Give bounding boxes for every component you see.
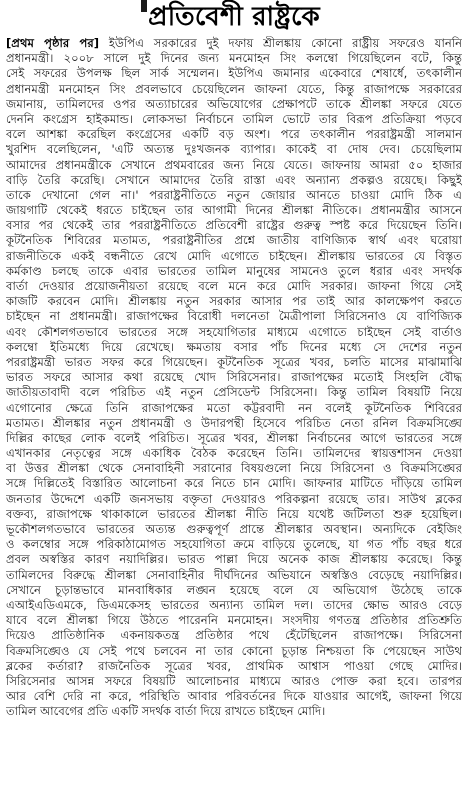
article-line: তাকে দেখানো গেল না।' পররাষ্ট্রনীতিতে নতুন জোয়ার আনতে চাওয়া মোদি ঠিক এ <box>6 187 462 202</box>
article-line: ব্লকের কর্তারা? রাজনৈতিক সূত্রের খবর, প্রাথমিক আশ্বাস পাওয়া গেছে মোদির। <box>6 658 462 673</box>
article-line: মতামত। শ্রীলঙ্কার নতুন প্রধানমন্ত্রী ও উদারপন্থী হিসেবে পরিচিত নেতা রনিল বিক্রমসিঙ্ঘে <box>6 415 462 430</box>
article-line: সঙ্গে দিল্লিতেই বিস্তারিত আলোচনা করে নিতে চান মোদি। জাফনার মাটিতে দাঁড়িয়ে তামিল <box>6 476 462 491</box>
article-line: তামিলদের বিরুদ্ধে শ্রীলঙ্কা সেনাবাহিনীর দীর্ঘদিনের অভিযানে অস্বস্তিও বেড়েছে নয়াদিল্লির। <box>6 567 462 582</box>
article-line: জনতার উদ্দেশে একটি জনসভায় বক্তৃতা দেওয়ারও পরিকল্পনা রয়েছে তার। সাউথ ব্লকের <box>6 491 462 506</box>
article-line <box>6 36 462 51</box>
article-line: বাড়ি তৈরি করেছি। সেখানে আমাদের তৈরি রাস্তা এবং অন্যান্য প্রকল্পও রয়েছে। কিছুই <box>6 172 462 187</box>
headline: প্রতিবেশী রাষ্ট্রকে <box>148 2 320 32</box>
article-line: কূটনৈতিক শিবিরের মতামত, পররাষ্ট্রনীতির প্রশ্নে জাতীয় বাণিজ্যিক স্বার্থ এবং ঘরোয়া <box>6 233 462 248</box>
article-line: এগোনোর ক্ষেত্রে তিনি রাজাপক্ষের মতো কট্টরবাদী নন বলেই কূটনৈতিক শিবিরের <box>6 400 462 415</box>
article-line: এবং কৌশলগতভাবে ভারতের সঙ্গে সহযোগিতার মাধ্যমে এগোতে চাইছেন সেই বার্তাও <box>6 324 462 339</box>
article-line: ভূকৌশলগতভাবে ভারতের অত্যন্ত গুরুত্বপূর্ণ প্রান্তে শ্রীলঙ্কার অবস্থান। অন্যদিকে বেইজিং <box>6 522 462 536</box>
article-line: প্রধানমন্ত্রী মনমোহন সিং প্রবলভাবে চেয়েছিলেন জাফনা যেতে, কিন্তু রাজাপক্ষে সরকারের <box>6 81 462 96</box>
article-line: বা উত্তর শ্রীলঙ্কা থেকে সেনাবাহিনী সরানোর বিষয়গুলো নিয়ে সিরিসেনা ও বিক্রমসিঙ্ঘের <box>6 461 462 476</box>
article-line: পররাষ্ট্রমন্ত্রী ভারত সফর করে গিয়েছেন। কূটনৈতিক সূত্রের খবর, চলতি মাসের মাঝামাঝি <box>6 354 462 369</box>
article-line: কাজটি করবেন মোদি। শ্রীলঙ্কায় নতুন সরকার আসার পর তাই আর কালক্ষেপণ করতে <box>6 294 462 309</box>
article-line: আমাদের প্রধানমন্ত্রীকে সেখানে প্রথমবারের জন্য নিয়ে যেতে। জাফনায় আমরা ৫০ হাজার <box>6 157 462 172</box>
article-line: জাতীয়তাবাদী বলে পরিচিত এই নতুন প্রেসিডেন্ট সিরিসেনা। কিন্তু তামিল বিষয়টি নিয়ে <box>6 385 462 400</box>
article-line: সিরিসেনার আসন্ন সফরে বিষয়টি আলোচনার মাধ্যমে আরও পোক্ত করা হবে। তারপর <box>6 673 462 688</box>
article-line: রাজনীতিকে একই বন্ধনীতে রেখে মোদি এগোতে চাইছেন। শ্রীলঙ্কায় ভারতের যে বিস্তৃত <box>6 248 462 263</box>
article-line: সেখানে চূড়ান্তভাবে মানবাধিকার লঙ্ঘন হয়েছে বলে যে অভিযোগ উঠেছে তাকে <box>6 582 462 597</box>
article-line: কলম্বো ইতিমধ্যে দিয়ে রেখেছে। ক্ষমতায় বসার পাঁচ দিনের মধ্যে সে দেশের নতুন <box>6 339 462 354</box>
article-line: চাইছেন না প্রধানমন্ত্রী। রাজাপক্ষের বিরোধী দলনেতা মৈত্রীপালা সিরিসেনাও যে বাণিজ্যিক <box>6 309 462 324</box>
article-line: বসার পর থেকেই তার পররাষ্ট্রনীতিতে প্রতিবেশী রাষ্ট্রের গুরুত্ব স্পষ্ট করে দিয়েছেন তিনি। <box>6 218 462 233</box>
article-line: বার্তা দেওয়ার প্রয়োজনীয়তা রয়েছে বলে মনে করে মোদি সরকার। জাফনা গিয়ে সেই <box>6 279 462 293</box>
article-line: সেই সফরের উপলক্ষ ছিল সার্ক সম্মেলন। ইউপিএ জমানার একেবারে শেষার্ধে, তৎকালীন <box>6 66 462 81</box>
article-line: আর বেশি দেরি না করে, পরিস্থিতি আবার পরিবর্তনের দিকে যাওয়ার আগেই, জাফনা গিয়ে <box>6 689 462 704</box>
article-line: প্রবল অস্বস্তির কারণ নয়াদিল্লির। ভারত পাল্লা দিয়ে অনেক কাজ শ্রীলঙ্কায় করেছে। কিন্তু <box>6 552 462 567</box>
article-line: জায়গাটি থেকেই ধরতে চাইছেন তার আগামী দিনের শ্রীলঙ্কা নীতিকে। প্রধানমন্ত্রীর আসনে <box>6 203 462 218</box>
article-line: ভারত সফরে আসার কথা রয়েছে খোদ সিরিসেনার। রাজাপক্ষের মতোই সিংহলি বৌদ্ধ <box>6 370 462 385</box>
article-line: দিল্লির কাছের লোক বলেই পরিচিত। সূত্রের খবর, শ্রীলঙ্কা নির্বাচনের আগে ভারতের সঙ্গে <box>6 430 462 445</box>
article-line: বলে আশঙ্কা করেছিল কংগ্রেসের একটি বড় অংশ। পরে তৎকালীন পররাষ্ট্রমন্ত্রী সালমান <box>6 127 462 142</box>
article-line: জমানায়, তামিলদের ওপর অত্যাচারের অভিযোগের প্রেক্ষাপটে তাকে শ্রীলঙ্কা সফরে যেতে <box>6 96 462 111</box>
article-line: কর্মকাণ্ড চলছে তাকে এবার ভারতের তামিল মানুষের সামনেও তুলে ধরার এবং সদর্থক <box>6 263 462 278</box>
article-line: এআইএডিএমকে, ডিএমকেসহ ভারতের অন্যান্য তামিল দল। তাদের ক্ষোভ আরও বেড়ে <box>6 597 462 612</box>
article-line-text: ইউপিএ সরকারের দুই দফায় শ্রীলঙ্কায় কোনো রাষ্ট্রীয় সফরেও যাননি <box>99 36 462 50</box>
article-line: খুরশিদ বলেছিলেন, 'এটি অত্যন্ত দুঃখজনক ব্যাপার। কাকেই বা দোষ দেব। চেয়েছিলাম <box>6 142 462 157</box>
article-line: তামিল আবেগের প্রতি একটি সদর্থক বার্তা দিয়ে রাখতে চাইছেন মোদি। <box>6 704 326 719</box>
article-line: ও কলম্বোর সঙ্গে পরিকাঠামোগত সহযোগিতা ক্রমে বাড়িয়ে তুলেছে, যা গত পাঁচ বছর ধরে <box>6 537 462 552</box>
article-line: এখানকার নেতৃত্বের সঙ্গে একাধিক বৈঠক করেছেন তিনি। তামিলদের স্বায়ত্তশাসন দেওয়া <box>6 446 462 461</box>
article-line: যাবে বলে শ্রীলঙ্কা গিয়ে উঠতে পারেননি মনমোহন। সংসদীয় গণতন্ত্র প্রতিষ্ঠার প্রতিশ্রুতি <box>6 613 462 628</box>
article-line: বক্তব্য, রাজাপক্ষে থাকাকালে ভারতের শ্রীলঙ্কা নীতি নিয়ে যথেষ্ট জটিলতা শুরু হয়েছিল। <box>6 506 462 521</box>
article-line: দিয়েও প্রাতিষ্ঠানিক একনায়কতন্ত্র প্রতিষ্ঠার পথে হেঁটেছিলেন রাজাপক্ষে। সিরিসেনা <box>6 628 462 643</box>
article-body <box>6 36 462 796</box>
article-line: বিক্রমসিঙ্ঘেও যে সেই পথে চলবেন না তার কোনো চূড়ান্ত নিশ্চয়তা কি পেয়েছেন সাউথ <box>6 643 462 658</box>
article-line: দেননি কংগ্রেস হাইকমান্ড। লোকসভা নির্বাচনে তামিল ভোটে তার বিরূপ প্রতিক্রিয়া পড়বে <box>6 111 462 126</box>
jump-reference: [প্রথম পৃষ্ঠার পর] <box>6 36 100 50</box>
article-line: প্রধানমন্ত্রী। ২০০৮ সালে দুই দিনের জন্য মনমোহন সিং কলম্বো গিয়েছিলেন বটে, কিন্তু <box>6 51 462 66</box>
